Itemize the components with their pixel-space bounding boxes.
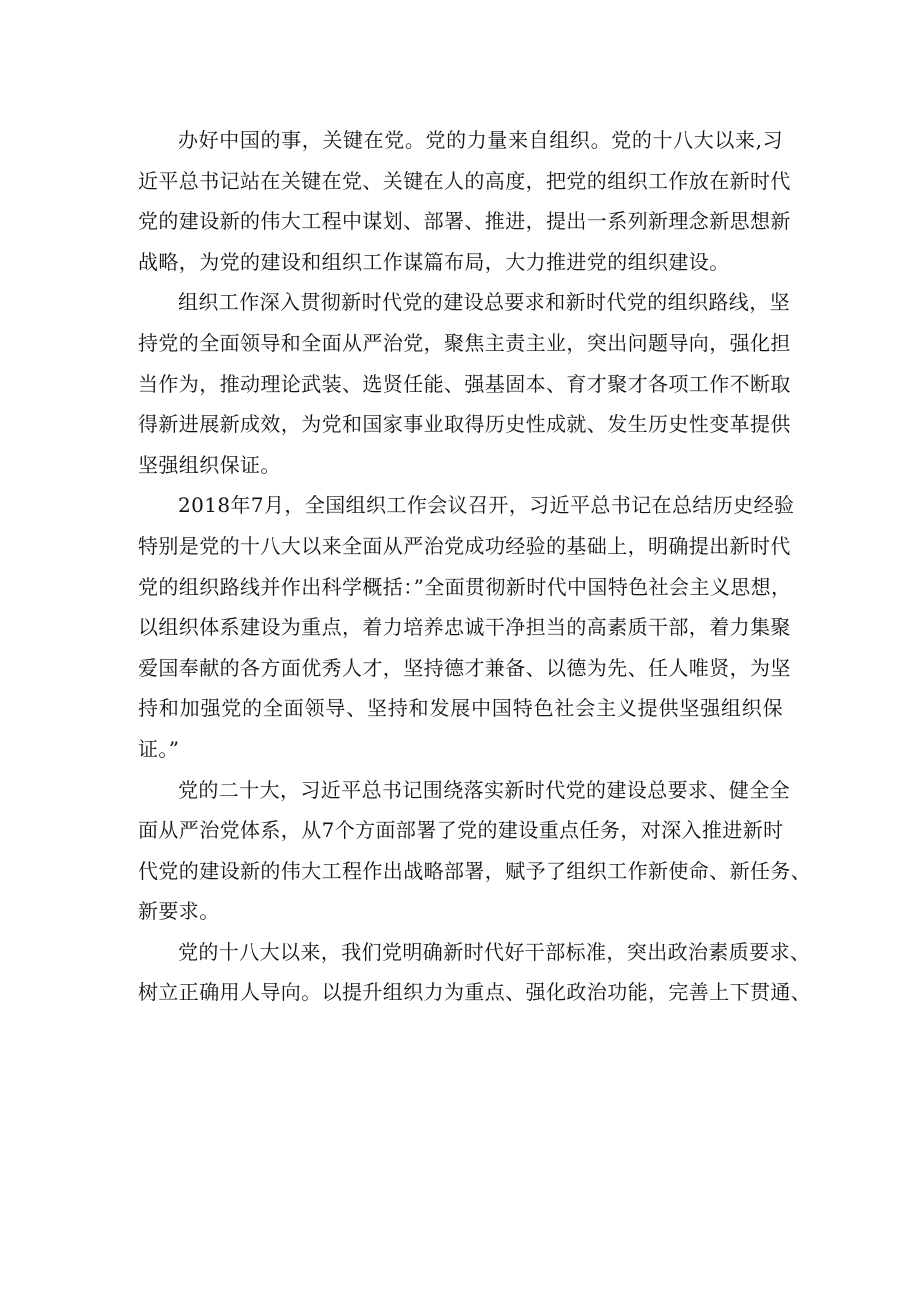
- paragraph-5: [138, 932, 812, 1013]
- text-line: 特别是党的十八大以来全面从严治党成功经验的基础上，明确提出新时代: [138, 533, 791, 558]
- text-line: 近平总书记站在关键在党、关键在人的高度，把党的组织工作放在新时代: [138, 168, 791, 193]
- text-line: 代党的建设新的伟大工程作出战略部署，赋予了组织工作新使命、新任务、: [138, 858, 812, 883]
- paragraph-1: [138, 120, 791, 282]
- text-line: 持和加强党的全面领导、坚持和发展中国特色社会主义提供坚强组织保: [138, 696, 783, 721]
- text-line: 党的二十大，习近平总书记围绕落实新时代党的建设总要求、健全全: [178, 777, 790, 802]
- text-line: 办好中国的事，关键在党。党的力量来自组织。党的十八大以来,习: [178, 128, 783, 152]
- text-line: 当作为，推动理论武装、选贤任能、强基固本、育才聚才各项工作不断取: [138, 371, 791, 396]
- text-line: 树立正确用人导向。以提升组织力为重点、强化政治功能，完善上下贯通、: [138, 980, 812, 1005]
- text-line: 战略，为党的建设和组织工作谋篇布局，大力推进党的组织建设。: [138, 249, 730, 274]
- text-line: 得新进展新成效，为党和国家事业取得历史性成就、发生历史性变革提供: [138, 412, 791, 437]
- document-body: [138, 120, 812, 1013]
- paragraph-2: [138, 282, 791, 485]
- text-line: 新要求。: [138, 899, 220, 924]
- text-line: 组织工作深入贯彻新时代党的建设总要求和新时代党的组织路线，坚: [178, 290, 790, 315]
- text-line: 党的组织路线并作出科学概括：”全面贯彻新时代中国特色社会主义思想，: [138, 574, 792, 599]
- text-line: 面从严治党体系，从7个方面部署了党的建设重点任务，对深入推进新时: [138, 818, 784, 843]
- text-line: 坚强组织保证。: [138, 452, 281, 477]
- text-line: 以组织体系建设为重点，着力培养忠诚干净担当的高素质干部，着力集聚: [138, 615, 791, 640]
- text-line: 爱国奉献的各方面优秀人才，坚持德才兼备、以德为先、任人唯贤，为坚: [138, 655, 791, 680]
- paragraph-4: [138, 770, 812, 932]
- text-line: 党的建设新的伟大工程中谋划、部署、推进，提出一系列新理念新思想新: [138, 209, 791, 234]
- text-line: 党的十八大以来，我们党明确新时代好干部标准，突出政治素质要求、: [178, 939, 811, 964]
- paragraph-3: [138, 485, 795, 769]
- text-line: 持党的全面领导和全面从严治党，聚焦主责主业，突出问题导向，强化担: [138, 330, 791, 355]
- text-line: 证。”: [138, 736, 180, 761]
- text-line: 2018年7月，全国组织工作会议召开，习近平总书记在总结历史经验: [178, 493, 795, 518]
